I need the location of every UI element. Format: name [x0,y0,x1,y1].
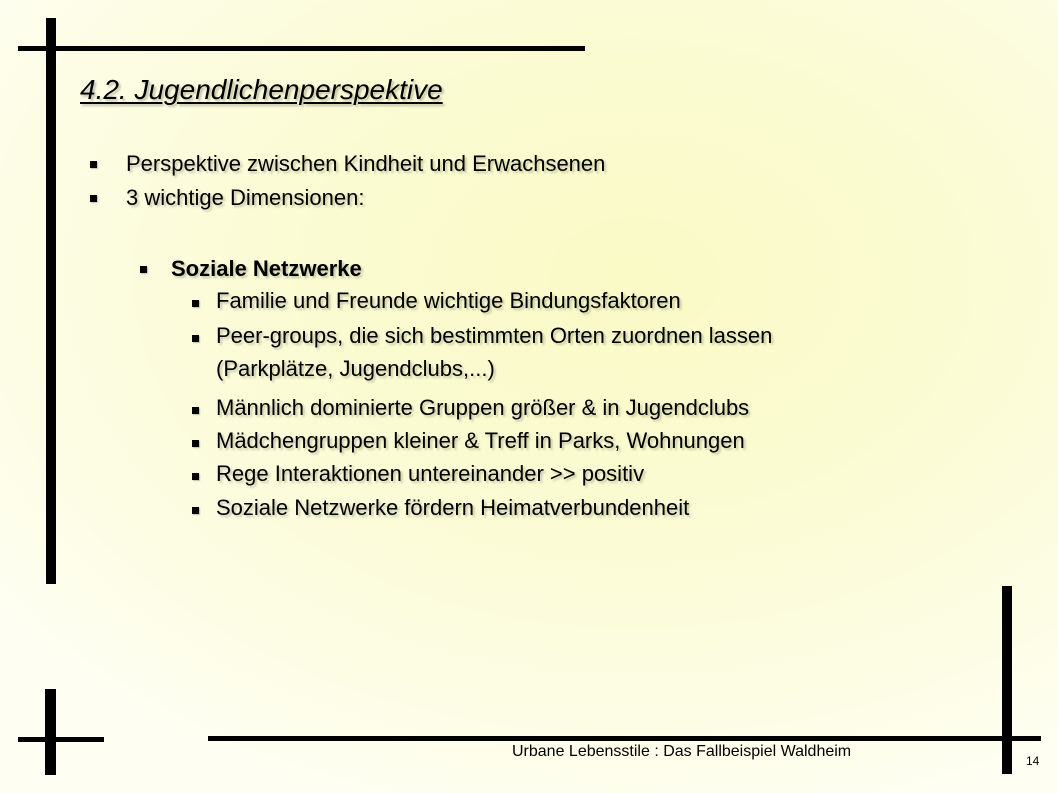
square-bullet-icon [192,335,199,342]
sub-bullet-item [192,426,745,456]
sub-bullet-text: Soziale Netzwerke fördern Heimatverbundenheit [216,495,690,520]
slide-title: 4.2. Jugendlichenperspektive [80,74,443,105]
frame-bar-bottom-left-horizontal [18,737,104,742]
square-bullet-icon [192,507,199,514]
sub-bullet-text: Rege Interaktionen untereinander >> positiv [216,461,645,486]
page-number: 14 [1026,754,1040,768]
frame-bar-right [1002,586,1012,774]
square-bullet-icon [192,473,199,480]
square-bullet-icon [192,407,199,414]
sub-bullet-item [192,459,644,489]
sub-bullet-item [192,493,689,523]
sub-bullet-text: Familie und Freunde wichtige Bindungsfaktoren [216,288,681,313]
subheading-text: Soziale Netzwerke [171,256,362,281]
sub-bullet-text-continued: (Parkplätze, Jugendclubs,...) [216,356,495,381]
square-bullet-icon [90,161,97,168]
sub-bullet-item [192,286,681,316]
sub-bullet-text: Männlich dominierte Gruppen größer & in Jugendclubs [216,395,750,420]
square-bullet-icon [140,266,147,273]
sub-bullet-text: Peer-groups, die sich bestimmten Orten zuordnen lassen [216,323,773,348]
bullet-text: Perspektive zwischen Kindheit und Erwachsenen [126,151,606,176]
sub-bullet-continuation [192,354,495,384]
sub-bullet-text: Mädchengruppen kleiner & Treff in Parks, Wohnungen [216,428,745,453]
bullet-text: 3 wichtige Dimensionen: [126,185,365,210]
square-bullet-icon [192,300,199,307]
footer-text: Urbane Lebensstile : Das Fallbeispiel Waldheim [512,743,852,760]
bullet-item [90,183,364,213]
frame-bar-bottom-left-vertical [45,689,56,775]
square-bullet-icon [192,440,199,447]
bullet-item [90,149,605,179]
sub-bullet-item [192,321,772,351]
frame-bar-top [18,46,585,51]
frame-bar-bottom [208,736,1041,741]
subheading-item [140,254,362,284]
frame-bar-left [46,18,56,584]
sub-bullet-item [192,393,749,423]
square-bullet-icon [90,195,97,202]
